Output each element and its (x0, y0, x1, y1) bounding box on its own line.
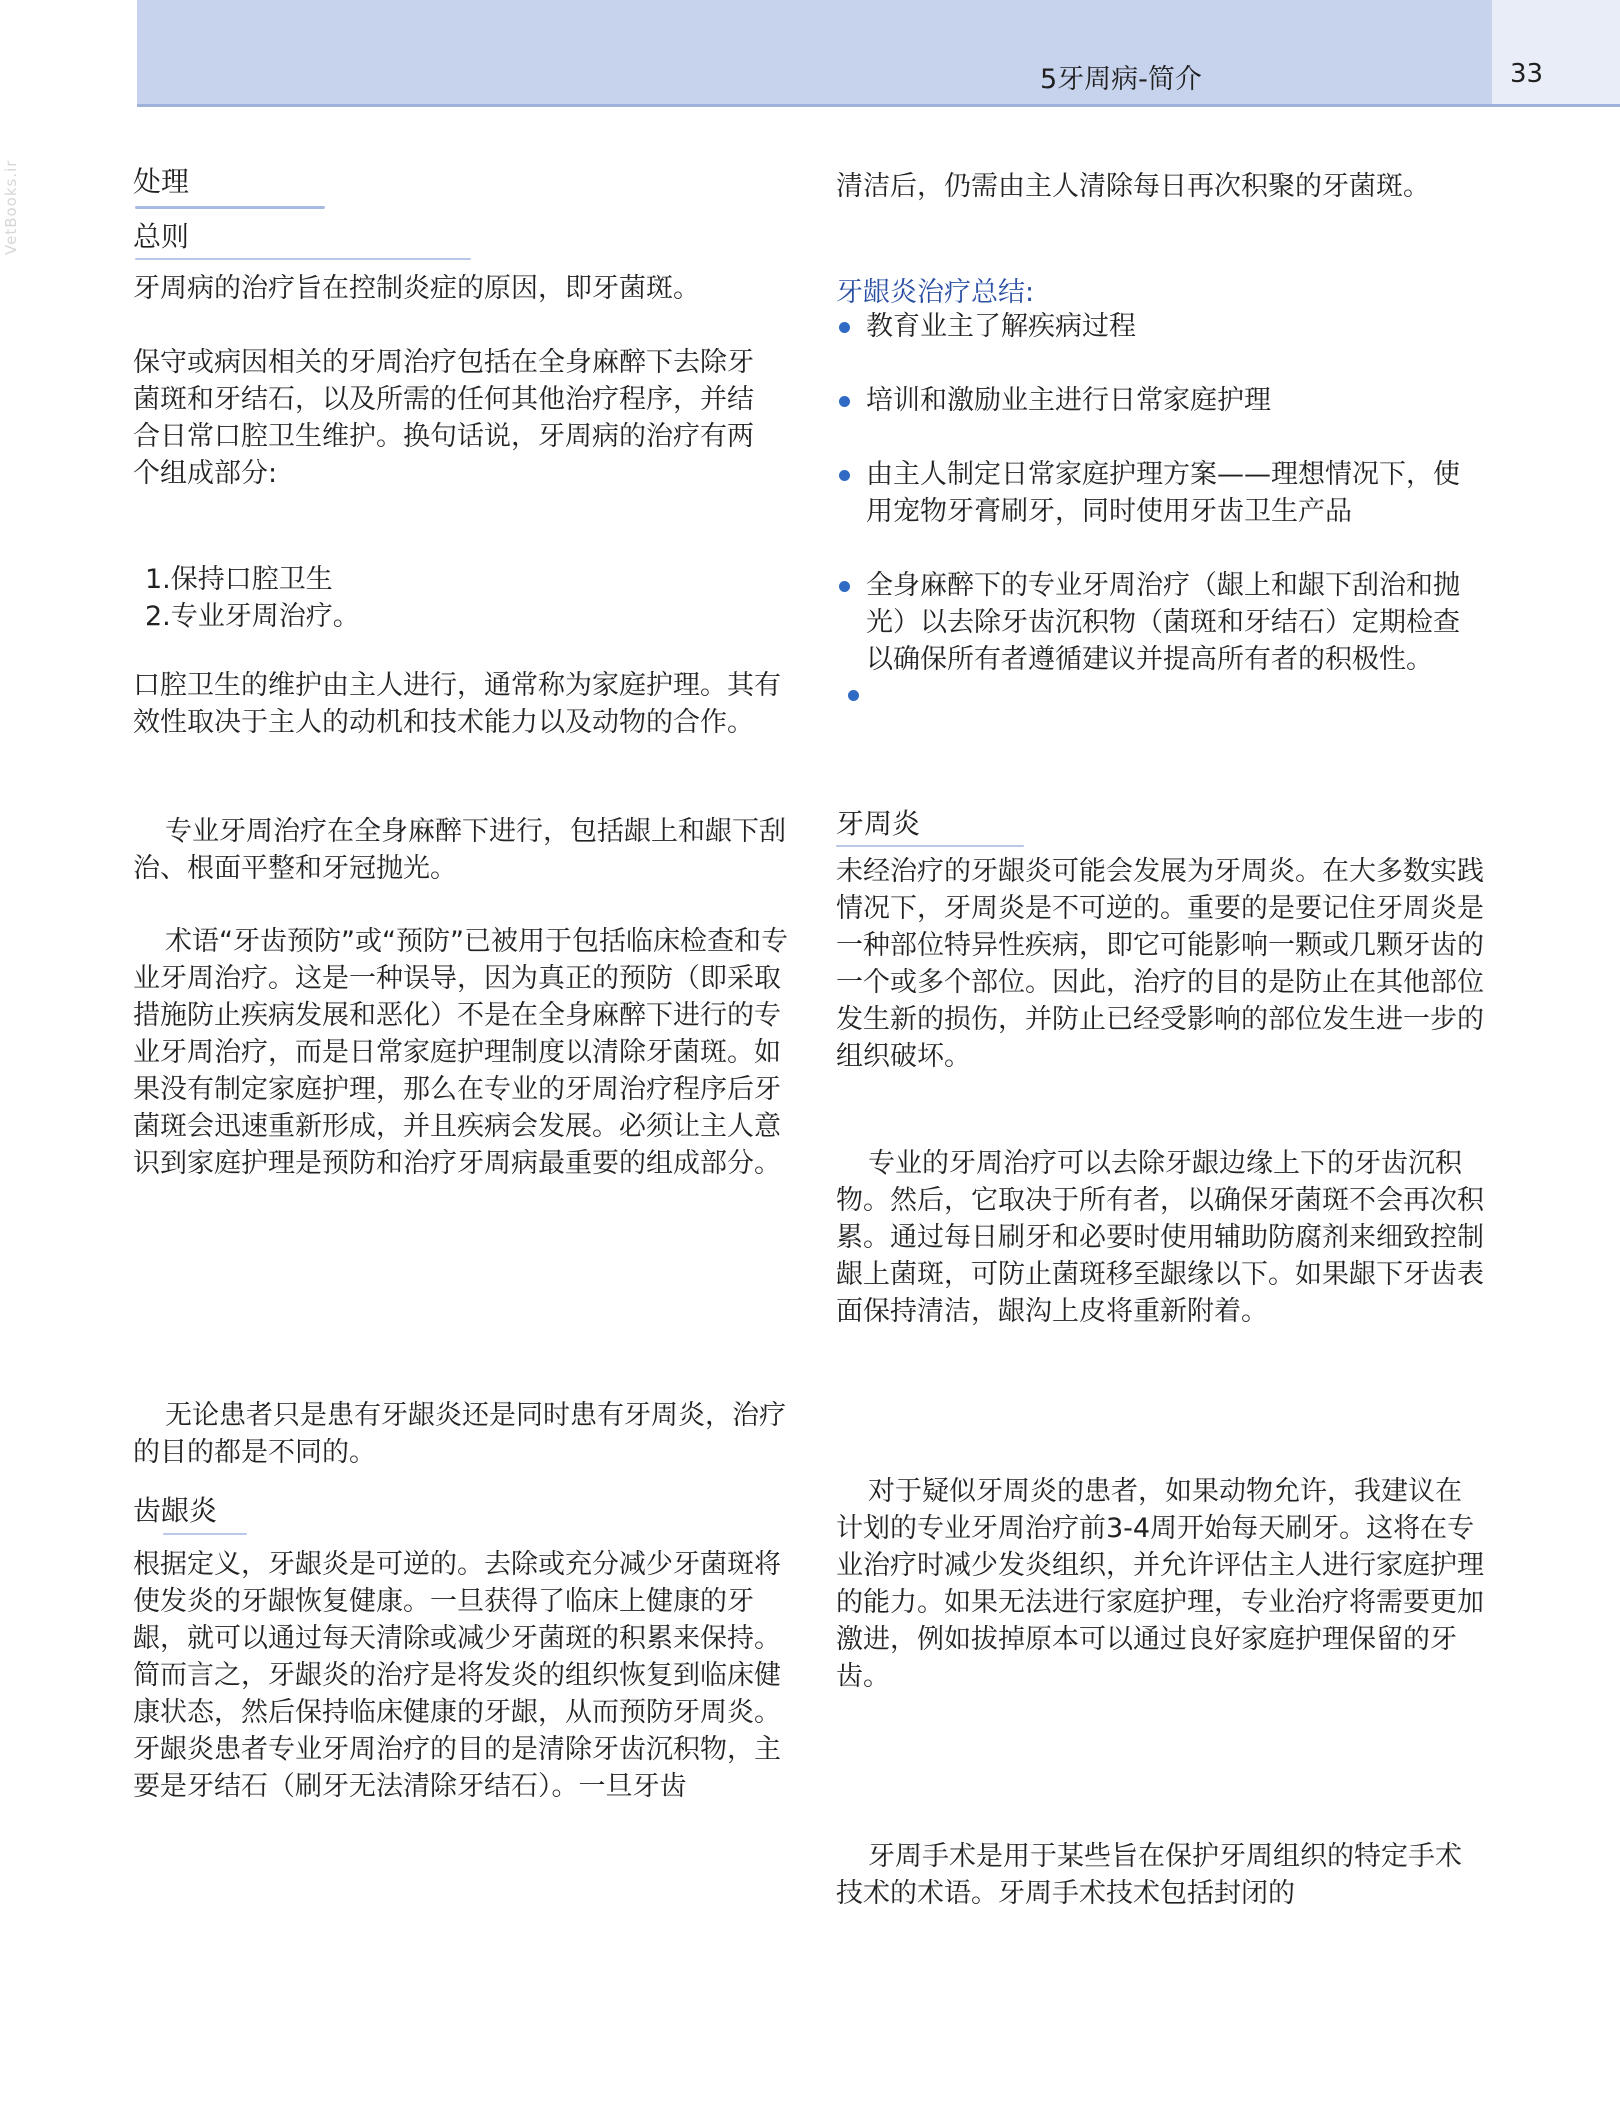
bullet-icon (848, 690, 859, 701)
heading-underline (163, 1533, 247, 1535)
heading-underline (135, 206, 325, 209)
paragraph: 专业牙周治疗在全身麻醉下进行，包括龈上和龈下刮治、根面平整和牙冠抛光。 (133, 816, 786, 884)
paragraph: 口腔卫生的维护由主人进行，通常称为家庭护理。其有效性取决于主人的动机和技术能力以及动物的合作。 (133, 670, 781, 738)
list-item-text: 培训和激励业主进行日常家庭护理 (866, 385, 1271, 416)
chapter-title: 5牙周病-简介 (1040, 64, 1202, 95)
paragraph: 无论患者只是患有牙龈炎还是同时患有牙周炎，治疗的目的都是不同的。 (133, 1400, 786, 1468)
paragraph: 专业的牙周治疗可以去除牙龈边缘上下的牙齿沉积物。然后，它取决于所有者，以确保牙菌斑不会再次积累。通过每日刷牙和必要时使用辅助防腐剂来细致控制龈上菌斑，可防止菌斑移至龈缘以下。如果龈下牙齿表面保持清洁，龈沟上皮将重新附着。 (836, 1148, 1484, 1327)
list-item: 1.保持口腔卫生 (145, 564, 333, 595)
paragraph: 根据定义，牙龈炎是可逆的。去除或充分减少牙菌斑将使发炎的牙龈恢复健康。一旦获得了临床上健康的牙龈，就可以通过每天清除或减少牙菌斑的积累来保持。简而言之，牙龈炎的治疗是将发炎的组织恢复到临床健康状态，然后保持临床健康的牙龈，从而预防牙周炎。牙龈炎患者专业牙周治疗的目的是清除牙齿沉积物，主要是牙结石（刷牙无法清除牙结石）。一旦牙齿 (133, 1549, 781, 1802)
paragraph: 牙周病的治疗旨在控制炎症的原因，即牙菌斑。 (133, 273, 700, 304)
list-item-text: 全身麻醉下的专业牙周治疗（龈上和龈下刮治和抛光）以去除牙齿沉积物（菌斑和牙结石）定期检查以确保所有者遵循建议并提高所有者的积极性。 (866, 570, 1460, 675)
heading-gingivitis: 齿龈炎 (133, 1494, 218, 1527)
heading-underline (135, 258, 471, 260)
page-number: 33 (1510, 59, 1544, 89)
heading-treatment: 处理 (133, 165, 190, 198)
watermark: VetBooks.ir (2, 159, 20, 255)
header-band (137, 0, 1492, 107)
list-item (836, 308, 1476, 345)
summary-bullet-list (836, 308, 1476, 678)
page-number-box (1492, 0, 1620, 107)
list-item: 2.专业牙周治疗。 (145, 601, 360, 632)
bullet-icon (839, 581, 850, 592)
list-item (836, 382, 1476, 419)
paragraph: 对于疑似牙周炎的患者，如果动物允许，我建议在计划的专业牙周治疗前3-4周开始每天刷牙。这将在专业治疗时减少发炎组织，并允许评估主人进行家庭护理的能力。如果无法进行家庭护理，专业治疗将需要更加激进，例如拔掉原本可以通过良好家庭护理保留的牙齿。 (836, 1476, 1484, 1692)
list-item-text: 由主人制定日常家庭护理方案——理想情况下，使用宠物牙膏刷牙，同时使用牙齿卫生产品 (866, 459, 1460, 527)
heading-underline (836, 845, 1024, 847)
bullet-icon (839, 322, 850, 333)
heading-general-principles: 总则 (133, 220, 190, 253)
list-item (836, 456, 1476, 530)
bullet-icon (839, 470, 850, 481)
bullet-icon (839, 396, 850, 407)
list-item (836, 567, 1476, 678)
paragraph: 未经治疗的牙龈炎可能会发展为牙周炎。在大多数实践情况下，牙周炎是不可逆的。重要的是要记住牙周炎是一种部位特异性疾病，即它可能影响一颗或几颗牙齿的一个或多个部位。因此，治疗的目的是防止在其他部位发生新的损伤，并防止已经受影响的部位发生进一步的组织破坏。 (836, 856, 1484, 1072)
numbered-list (133, 561, 793, 635)
heading-periodontitis: 牙周炎 (836, 807, 921, 840)
summary-heading: 牙龈炎治疗总结: (836, 277, 1035, 308)
paragraph: 清洁后，仍需由主人清除每日再次积聚的牙菌斑。 (836, 171, 1430, 202)
paragraph: 保守或病因相关的牙周治疗包括在全身麻醉下去除牙菌斑和牙结石，以及所需的任何其他治疗程序，并结合日常口腔卫生维护。换句话说，牙周病的治疗有两个组成部分: (133, 347, 754, 489)
paragraph: 牙周手术是用于某些旨在保护牙周组织的特定手术技术的术语。牙周手术技术包括封闭的 (836, 1841, 1462, 1909)
paragraph: 术语“牙齿预防”或“预防”已被用于包括临床检查和专业牙周治疗。这是一种误导，因为真正的预防（即采取措施防止疾病发展和恶化）不是在全身麻醉下进行的专业牙周治疗，而是日常家庭护理制度以清除牙菌斑。如果没有制定家庭护理，那么在专业的牙周治疗程序后牙菌斑会迅速重新形成，并且疾病会发展。必须让主人意识到家庭护理是预防和治疗牙周病最重要的组成部分。 (133, 926, 788, 1179)
list-item-text: 教育业主了解疾病过程 (866, 311, 1136, 342)
